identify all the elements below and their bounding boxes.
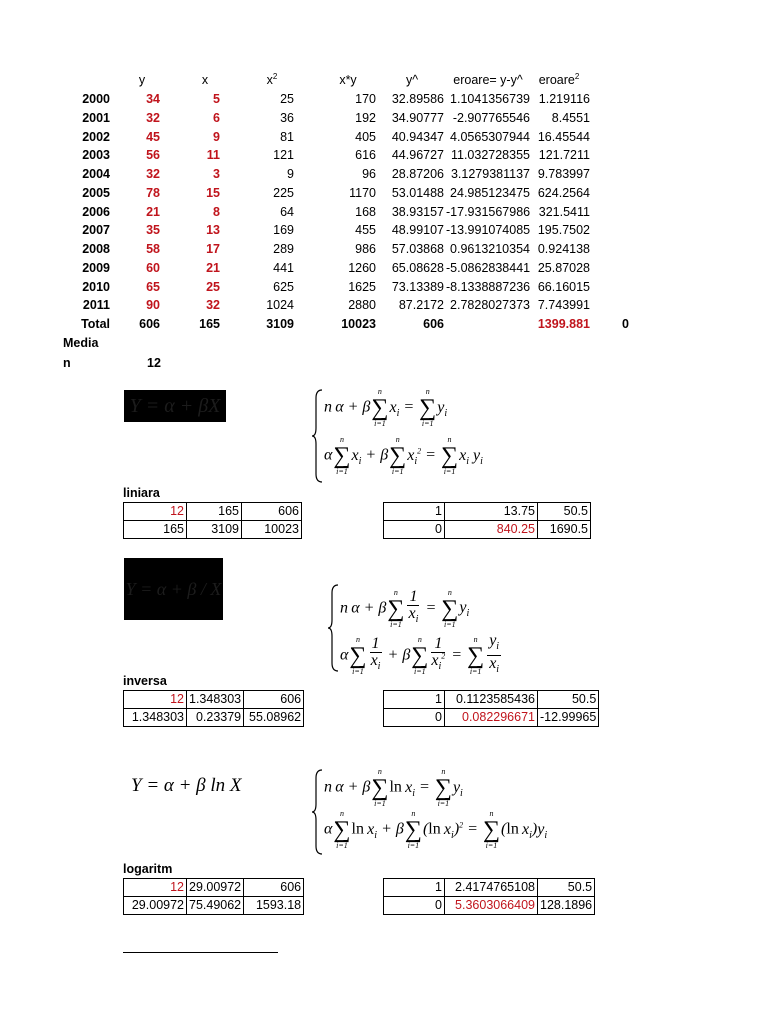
- matrix-cell: 165: [124, 521, 187, 539]
- table-row: [60, 242, 680, 261]
- row-error-squared: 195.7502: [537, 223, 590, 238]
- row-year: 2009: [82, 260, 110, 275]
- matrix-cell: 0: [384, 521, 445, 539]
- matrix-cell: 1593.18: [244, 897, 304, 915]
- row-year: 2008: [82, 242, 110, 256]
- row-x-squared: 36: [280, 110, 294, 125]
- table-header-row: [60, 73, 680, 92]
- row-x-squared: 64: [280, 204, 294, 219]
- log-normal-equations: [312, 768, 572, 858]
- row-y: 78: [146, 185, 160, 200]
- total-y: 606: [139, 317, 160, 331]
- row-y-hat: 53.01488: [391, 185, 444, 200]
- total-x: 165: [199, 317, 220, 331]
- row-y-hat: 40.94347: [391, 129, 444, 144]
- header-x-squared: $x^2$: [266, 71, 278, 87]
- row-error-squared: 66.16015: [537, 279, 590, 294]
- row-year: 2006: [82, 204, 110, 219]
- row-error: 0.9613210354: [450, 242, 530, 256]
- row-x-squared: 225: [273, 185, 294, 200]
- matrix-cell: 128.1896: [538, 897, 595, 915]
- total-error-squared: 1399.881: [537, 317, 590, 331]
- header-x: x: [201, 73, 209, 87]
- row-y-hat: 73.13389: [391, 279, 444, 294]
- header-error: eroare= y-y^: [453, 73, 523, 87]
- matrix-cell: 1: [384, 879, 445, 897]
- row-error: -8.1338887236: [446, 279, 531, 294]
- row-year: 2010: [82, 279, 110, 294]
- row-error: -2.907765546: [452, 110, 530, 125]
- matrix-cell: 13.75: [445, 503, 538, 521]
- row-y: 32: [146, 167, 160, 181]
- matrix-cell: 50.5: [538, 503, 591, 521]
- row-y: 32: [146, 110, 160, 125]
- row-x-squared: 9: [287, 167, 294, 181]
- header-x-times-y: x*y: [339, 73, 357, 87]
- row-x-squared: 1024: [266, 298, 294, 313]
- linear-equation-1: n α + β∑ n i=1 $x_i$ = ∑ n i=1 $y_i$: [324, 387, 448, 428]
- left-brace-icon: [312, 768, 324, 856]
- row-error-squared: 321.5411: [538, 204, 590, 219]
- matrix-cell: 0.082296671: [445, 709, 538, 727]
- row-error-squared: 25.87028: [537, 260, 590, 275]
- matrix-cell: 1: [384, 691, 445, 709]
- row-y: 56: [146, 148, 160, 163]
- table-row: [60, 111, 680, 130]
- matrix-cell: 12: [124, 691, 187, 709]
- row-x: 8: [213, 204, 220, 219]
- row-x: 21: [206, 260, 220, 275]
- row-year: 2002: [82, 129, 110, 144]
- matrix-cell: 12: [124, 503, 187, 521]
- row-x-times-y: 96: [362, 167, 376, 181]
- table-row: [60, 92, 680, 111]
- row-y-hat: 48.99107: [391, 223, 444, 238]
- row-y-hat: 34.90777: [391, 110, 444, 125]
- row-error-squared: 8.4551: [551, 110, 590, 125]
- linear-normal-equations: [312, 388, 512, 488]
- section-label-logaritm: logaritm: [123, 862, 173, 876]
- log-equation-1: n α + β∑ n i=1 $\ln x_i$ = ∑ n i=1 $y_i$: [324, 767, 463, 808]
- header-y-hat: y^: [405, 73, 419, 87]
- row-x: 11: [206, 148, 220, 163]
- row-error: -17.931567986: [446, 204, 531, 219]
- row-x-times-y: 168: [355, 204, 376, 219]
- n-value: 12: [147, 356, 161, 370]
- row-error: 11.032728355: [450, 148, 530, 163]
- table-row: [60, 223, 680, 242]
- row-y-hat: 28.87206: [391, 167, 444, 181]
- table-row: [60, 167, 680, 186]
- row-error-squared: 1.219116: [538, 92, 590, 106]
- row-x-times-y: 170: [355, 92, 376, 106]
- row-year: 2001: [82, 110, 110, 125]
- row-x: 9: [213, 129, 220, 144]
- row-error-squared: 9.783997: [537, 167, 590, 181]
- table-row: [60, 186, 680, 205]
- row-year: 2011: [82, 298, 110, 313]
- row-y: 45: [146, 129, 160, 144]
- linear-equation-2: α∑ n i=1 $x_i + \beta\sum$ n i=1 $x_i^2$ = ∑ n i=1 $x_i$ $y_i$: [324, 435, 483, 476]
- row-x-squared: 169: [273, 223, 294, 238]
- row-year: 2000: [82, 92, 110, 106]
- row-x-squared: 25: [280, 92, 294, 106]
- footnote-separator: [123, 952, 278, 953]
- row-error: 24.985123475: [450, 185, 530, 200]
- row-x: 5: [213, 92, 220, 106]
- matrix-cell: 1: [384, 503, 445, 521]
- matrix-cell: 12: [124, 879, 187, 897]
- row-error: 4.0565307944: [450, 129, 530, 144]
- row-x-squared: 625: [273, 279, 294, 294]
- row-y-hat: 44.96727: [391, 148, 444, 163]
- table-row: [60, 148, 680, 167]
- inversa-right-matrix: [383, 690, 599, 727]
- left-brace-icon: [312, 388, 324, 484]
- row-error: -13.991074085: [446, 223, 531, 238]
- section-label-liniara: liniara: [123, 486, 160, 500]
- logaritm-right-matrix: [383, 878, 595, 915]
- row-x: 25: [206, 279, 220, 294]
- matrix-cell: 0.23379: [187, 709, 244, 727]
- row-x-times-y: 1625: [348, 279, 376, 294]
- inverse-model-formula: Y = α + β / X: [124, 558, 223, 620]
- log-model-formula: Y = α + β ln X: [131, 775, 242, 796]
- matrix-cell: 3109: [187, 521, 242, 539]
- row-y-hat: 65.08628: [391, 260, 444, 275]
- matrix-cell: 2.4174765108: [445, 879, 538, 897]
- liniara-left-matrix: [123, 502, 302, 539]
- total-extra: 0: [622, 317, 629, 331]
- logaritm-left-matrix: [123, 878, 304, 915]
- total-x-times-y: 10023: [341, 317, 376, 331]
- row-x: 13: [206, 223, 220, 238]
- matrix-cell: 606: [244, 691, 304, 709]
- row-year: 2007: [82, 223, 110, 238]
- row-error: 2.7828027373: [450, 298, 530, 313]
- matrix-cell: 606: [242, 503, 302, 521]
- section-label-inversa: inversa: [123, 674, 167, 688]
- row-error: 1.1041356739: [450, 92, 530, 106]
- matrix-cell: -12.99965: [538, 709, 599, 727]
- row-x-times-y: 1260: [348, 260, 376, 275]
- row-y-hat: 57.03868: [391, 242, 444, 256]
- linear-model-formula: Y = α + βX: [124, 390, 226, 422]
- table-total-row: [60, 317, 680, 336]
- row-x-times-y: 986: [355, 242, 376, 256]
- matrix-cell: 10023: [242, 521, 302, 539]
- row-x-times-y: 2880: [348, 298, 376, 313]
- row-x-times-y: 616: [355, 148, 376, 163]
- left-brace-icon: [328, 583, 340, 673]
- row-error-squared: 0.924138: [537, 242, 590, 256]
- matrix-cell: 1.348303: [187, 691, 244, 709]
- matrix-cell: 29.00972: [187, 879, 244, 897]
- table-row: [60, 130, 680, 149]
- matrix-cell: 55.08962: [244, 709, 304, 727]
- row-y: 34: [146, 92, 160, 106]
- row-x-times-y: 192: [355, 110, 376, 125]
- row-x-times-y: 405: [355, 129, 376, 144]
- row-x-squared: 121: [273, 148, 294, 163]
- matrix-cell: 75.49062: [187, 897, 244, 915]
- liniara-right-matrix: [383, 502, 591, 539]
- matrix-cell: 50.5: [538, 879, 595, 897]
- row-y: 35: [146, 223, 160, 238]
- total-y-hat: 606: [423, 317, 444, 331]
- matrix-cell: 50.5: [538, 691, 599, 709]
- matrix-cell: 29.00972: [124, 897, 187, 915]
- row-x: 17: [206, 242, 220, 256]
- media-label: Media: [63, 336, 99, 350]
- row-year: 2003: [82, 148, 110, 163]
- matrix-cell: 165: [187, 503, 242, 521]
- row-year: 2004: [82, 167, 110, 181]
- row-y: 90: [146, 298, 160, 313]
- row-x: 15: [206, 185, 220, 200]
- row-y: 58: [146, 242, 160, 256]
- table-row: [60, 280, 680, 299]
- row-x: 3: [213, 167, 220, 181]
- row-y-hat: 38.93157: [391, 204, 444, 219]
- row-y-hat: 87.2172: [398, 298, 444, 313]
- row-error: 3.1279381137: [450, 167, 530, 181]
- table-row: [60, 205, 680, 224]
- row-y: 60: [146, 260, 160, 275]
- matrix-cell: 0: [384, 897, 445, 915]
- row-x-times-y: 1170: [349, 185, 376, 200]
- matrix-cell: 1690.5: [538, 521, 591, 539]
- inverse-normal-equations: [328, 583, 528, 675]
- inverse-equation-1: n α + β∑ n i=1 $\frac{1}{x_i}$ = ∑ n i=1 $y_i$: [340, 587, 470, 629]
- row-x-squared: 441: [273, 260, 294, 275]
- matrix-cell: 840.25: [445, 521, 538, 539]
- row-error-squared: 121.7211: [538, 148, 590, 163]
- row-x: 32: [206, 298, 220, 313]
- row-x-squared: 289: [273, 242, 294, 256]
- row-x: 6: [213, 110, 220, 125]
- row-x-squared: 81: [280, 129, 294, 144]
- table-row: [60, 298, 680, 317]
- matrix-cell: 0.1123585436: [445, 691, 538, 709]
- row-error-squared: 624.2564: [537, 185, 590, 200]
- log-equation-2: α∑ n i=1 $\ln x_i + \beta\sum$ n i=1 (ln $x_i)^2$ = ∑ n i=1 (ln $x_i)y_i$: [324, 809, 548, 850]
- row-x-times-y: 455: [355, 223, 376, 238]
- row-error-squared: 16.45544: [537, 129, 590, 144]
- row-error: -5.0862838441: [446, 260, 531, 275]
- table-row: [60, 261, 680, 280]
- row-year: 2005: [82, 185, 110, 200]
- matrix-cell: 606: [244, 879, 304, 897]
- row-y: 65: [146, 279, 160, 294]
- row-y: 21: [146, 204, 160, 219]
- inversa-left-matrix: [123, 690, 304, 727]
- row-y-hat: 32.89586: [391, 92, 444, 106]
- total-x-squared: 3109: [266, 317, 294, 331]
- matrix-cell: 5.3603066409: [445, 897, 538, 915]
- inverse-equation-2: α∑ n i=1 $\frac{1}{x_i}$ + β∑ n i=1 $\frac{1}{x_i^2}$ = ∑ n i=1 $\frac{y_i}{x_i}$: [340, 632, 500, 676]
- total-label: Total: [81, 317, 110, 331]
- matrix-cell: 1.348303: [124, 709, 187, 727]
- header-error-squared: eroare$^2$: [538, 71, 580, 87]
- header-y: y: [138, 73, 146, 87]
- n-label: n: [63, 356, 71, 370]
- row-error-squared: 7.743991: [537, 298, 590, 313]
- matrix-cell: 0: [384, 709, 445, 727]
